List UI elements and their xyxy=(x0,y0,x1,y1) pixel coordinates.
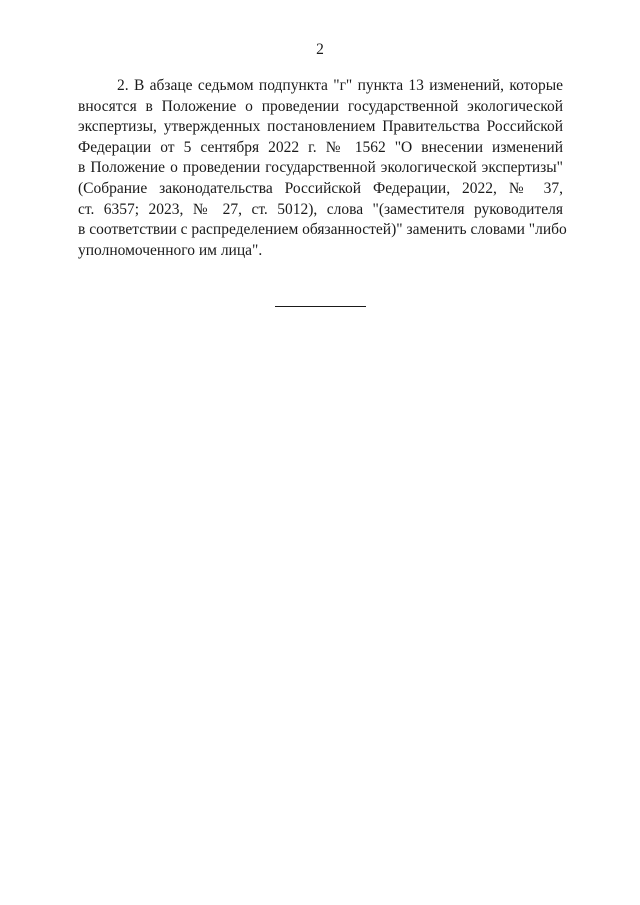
amendment-paragraph xyxy=(78,76,567,261)
paragraph-line: вносятся в Положение о проведении государственной экологической xyxy=(78,97,563,115)
paragraph-line: (Собрание законодательства Российской Федерации, 2022, № 37, xyxy=(78,179,563,197)
paragraph-line: ст. 6357; 2023, № 27, ст. 5012), слова "(заместителя руководителя xyxy=(78,200,563,218)
paragraph-line: 2. В абзаце седьмом подпункта "г" пункта 13 изменений, которые xyxy=(117,77,563,94)
paragraph-line: в соответствии с распределением обязанностей)" заменить словами "либо xyxy=(78,221,567,239)
page-number: 2 xyxy=(316,41,324,58)
paragraph-line: Федерации от 5 сентября 2022 г. № 1562 "О внесении изменений xyxy=(78,138,563,156)
end-separator-line xyxy=(275,306,366,307)
paragraph-line: экспертизы, утвержденных постановлением Правительства Российской xyxy=(78,118,563,136)
paragraph-line: уполномоченного им лица". xyxy=(78,241,263,259)
paragraph-line: в Положение о проведении государственной экологической экспертизы" xyxy=(78,159,563,177)
